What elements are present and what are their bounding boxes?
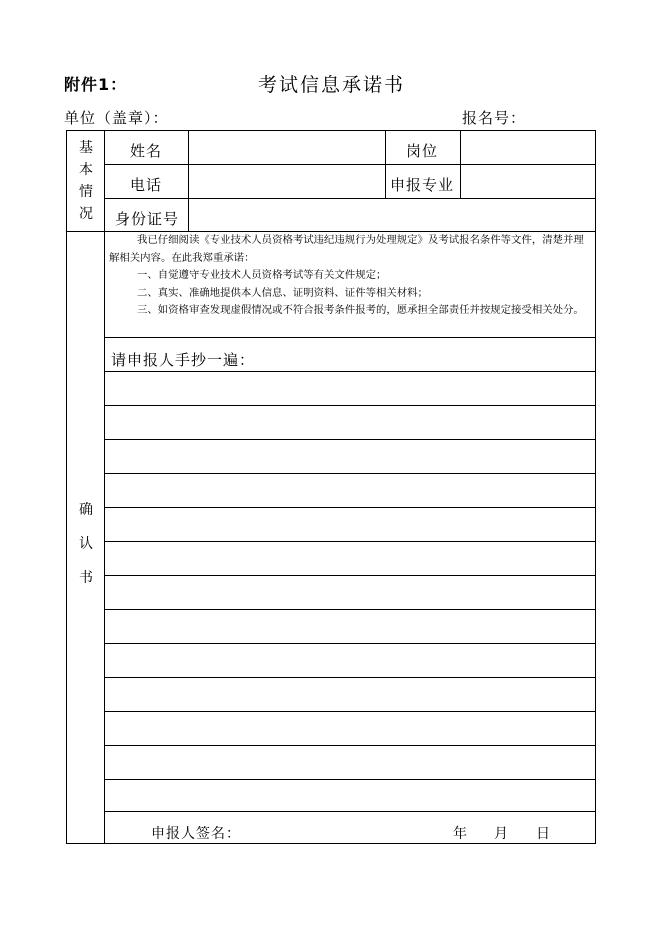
handwriting-line (104, 371, 596, 372)
document-title: 考试信息承诺书 (258, 74, 406, 96)
basic-row-divider-2 (104, 198, 596, 199)
handwriting-line (104, 473, 596, 474)
id-number-label: 身份证号 (115, 210, 180, 228)
handwriting-line (104, 439, 596, 440)
post-label: 岗位 (406, 142, 439, 160)
attachment-label: 附件1： (64, 75, 128, 94)
pledge-bottom-line (104, 337, 596, 338)
handwriting-line (104, 711, 596, 712)
applicant-signature-label: 申报人签名： (151, 826, 241, 842)
handwriting-line (104, 541, 596, 542)
confirmation-section-label: 确 认 书 (79, 502, 93, 586)
major-label: 申报专业 (390, 176, 455, 194)
pledge-item: 三、如资格审查发现虚假情况或不符合报考条件报考的，愿承担全部责任并按规定接受相关处分。 (137, 304, 584, 316)
handwriting-line (104, 575, 596, 576)
pledge-text (109, 232, 593, 320)
date-day-label: 日 (536, 826, 550, 842)
handwriting-line (104, 745, 596, 746)
pledge-form-table (66, 130, 596, 844)
handwriting-line (104, 677, 596, 678)
phone-label: 电话 (130, 176, 163, 194)
name-label: 姓名 (130, 142, 163, 160)
pledge-item: 一、自觉遵守专业技术人员资格考试等有关文件规定； (137, 269, 387, 281)
handwriting-line (104, 609, 596, 610)
handwriting-line (104, 811, 596, 812)
unit-seal-label: 单位（盖章）： (64, 109, 169, 127)
handwriting-line (104, 507, 596, 508)
handwriting-line (104, 643, 596, 644)
pledge-intro: 我已仔细阅读《专业技术人员资格考试违纪违规行为处理规定》及考试报名条件等文件，清楚并理解相关内容。在此我郑重承诺： (109, 234, 584, 264)
basic-info-section-label: 基 本 情 况 (79, 140, 93, 222)
date-month-label: 月 (494, 826, 508, 842)
date-year-label: 年 (453, 826, 467, 842)
handcopy-prompt: 请申报人手抄一遍： (111, 351, 256, 369)
left-column-divider (104, 131, 105, 843)
handwriting-line (104, 405, 596, 406)
handwriting-line (104, 779, 596, 780)
pledge-item: 二、真实、准确地提供本人信息、证明资料、证件等相关材料； (137, 286, 428, 299)
basic-col-divider-1 (188, 131, 189, 231)
basic-row-divider-1 (104, 164, 596, 165)
registration-number-label: 报名号： (462, 109, 527, 127)
